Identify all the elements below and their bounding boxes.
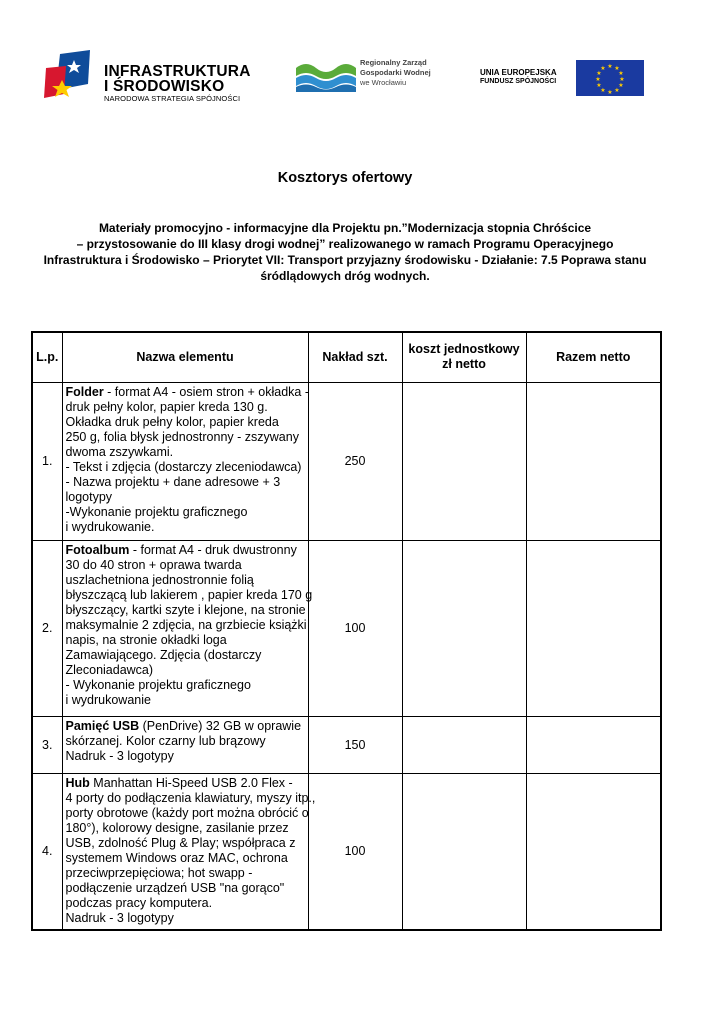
row-unit-cost — [402, 773, 526, 930]
row-name — [62, 540, 313, 716]
cost-table — [31, 331, 662, 931]
row-unit-cost — [402, 382, 526, 540]
row-name-line: 4 porty do podłączenia klawiatury, myszy itp., — [65, 790, 316, 805]
row-name-line: podczas pracy komputera. — [65, 895, 213, 910]
row-name-line: uszlachetniona jednostronnie folią — [65, 572, 254, 587]
table-row — [32, 716, 661, 773]
svg-text:★: ★ — [619, 76, 625, 83]
row-name-line: USB, zdolność Plug & Play; współpraca z — [65, 835, 296, 850]
svg-text:★: ★ — [600, 87, 606, 94]
logo-ue-line1: UNIA EUROPEJSKA — [480, 68, 557, 77]
row-name-title: Folder — [65, 384, 104, 399]
row-name-line: -Wykonanie projektu graficznego — [65, 504, 248, 519]
intro-text — [30, 220, 660, 284]
row-total — [526, 716, 661, 773]
header-unit-cost — [402, 332, 526, 382]
table-row — [32, 540, 661, 716]
row-name-line: - Tekst i zdjęcia (dostarczy zleceniodawca) — [65, 459, 302, 474]
header-logos — [0, 0, 724, 110]
row-total — [526, 773, 661, 930]
row-qty: 100 — [308, 773, 402, 930]
logo-rzgw-line2: Gospodarki Wodnej — [360, 68, 431, 77]
svg-text:★: ★ — [607, 63, 613, 70]
svg-text:★: ★ — [614, 65, 620, 72]
row-name-line: druk pełny kolor, papier kreda 130 g. — [65, 399, 268, 414]
logo-is-line1: INFRASTRUKTURA — [104, 63, 251, 80]
row-qty: 100 — [308, 540, 402, 716]
row-name — [62, 773, 316, 930]
row-name-line: błyszczący, kartki szyte i klejone, na stronie — [65, 602, 306, 617]
row-name-line: i wydrukowanie. — [65, 519, 155, 534]
row-name-line: porty obrotowe (każdy port można obrócić o — [65, 805, 309, 820]
row-name-line: logotypy — [65, 489, 113, 504]
row-name — [62, 716, 308, 773]
logo-is-line2: I ŚRODOWISKO — [104, 78, 225, 95]
row-name-line: napis, na stronie okładki loga — [65, 632, 227, 647]
table-header-row — [32, 332, 661, 382]
logo-infrastruktura — [44, 50, 269, 106]
logo-rzgw-line3: we Wrocławiu — [360, 78, 407, 87]
row-name-line: skórzanej. Kolor czarny lub brązowy — [65, 733, 266, 748]
logo-ue-line2: FUNDUSZ SPÓJNOŚCI — [480, 78, 557, 85]
row-name-line: Nadruk - 3 logotypy — [65, 910, 174, 925]
row-lp: 4. — [32, 773, 62, 930]
svg-text:★: ★ — [596, 70, 602, 77]
header-unit-cost-line2: zł netto — [442, 357, 486, 372]
row-name-line: Manhattan Hi-Speed USB 2.0 Flex - — [89, 775, 293, 790]
row-name-line: błyszczącą lub lakierem , papier kreda 170 g — [65, 587, 313, 602]
header-qty: Nakład szt. — [308, 332, 402, 382]
header-total: Razem netto — [526, 332, 661, 382]
svg-text:★: ★ — [607, 89, 613, 96]
row-name-line: - Nazwa projektu + dane adresowe + 3 — [65, 474, 281, 489]
row-name-line: dwoma zszywkami. — [65, 444, 174, 459]
row-name-line: (PenDrive) 32 GB w oprawie — [139, 718, 302, 733]
row-name — [62, 382, 308, 540]
row-unit-cost — [402, 540, 526, 716]
svg-text:★: ★ — [618, 70, 624, 77]
intro-line-3: Infrastruktura i Środowisko – Priorytet VII: Transport przyjazny środowisku - Działanie: 7.5 Poprawa stanu — [43, 253, 647, 267]
logo-rzgw — [294, 56, 464, 96]
row-name-line: i wydrukowanie — [65, 692, 151, 707]
flag-stars-icon — [44, 50, 94, 104]
header-unit-cost-line1: koszt jednostkowy — [408, 342, 520, 357]
svg-text:★: ★ — [596, 82, 602, 89]
row-name-line: Okładka druk pełny kolor, papier kreda — [65, 414, 279, 429]
row-name-line: przeciwprzepięciowa; hot swapp - — [65, 865, 253, 880]
row-total — [526, 382, 661, 540]
table-row — [32, 382, 661, 540]
row-name-title: Pamięć USB — [65, 718, 140, 733]
svg-text:★: ★ — [614, 87, 620, 94]
row-lp: 3. — [32, 716, 62, 773]
row-name-line: 250 g, folia błysk jednostronny - zszywany — [65, 429, 299, 444]
row-name-line: - format A4 - druk dwustronny — [129, 542, 297, 557]
svg-text:★: ★ — [595, 76, 601, 83]
header-lp: L.p. — [32, 332, 62, 382]
logo-rzgw-line1: Regionalny Zarząd — [360, 58, 427, 67]
intro-line-2: – przystosowanie do III klasy drogi wodnej” realizowanego w ramach Programu Operacyjnego — [76, 237, 614, 251]
row-name-line: - format A4 - osiem stron + okładka - — [103, 384, 309, 399]
row-qty: 150 — [308, 716, 402, 773]
row-name-title: Fotoalbum — [65, 542, 130, 557]
page-title: Kosztorys ofertowy — [277, 170, 413, 186]
row-name-line: podłączenie urządzeń USB "na gorąco" — [65, 880, 285, 895]
table-row — [32, 773, 661, 930]
row-name-title: Hub — [65, 775, 90, 790]
row-name-line: systemem Windows oraz MAC, ochrona — [65, 850, 288, 865]
eu-flag-icon — [576, 60, 644, 96]
row-name-line: Zleconiadawca) — [65, 662, 154, 677]
row-name-line: 180°), kolorowy designe, zasilanie przez — [65, 820, 289, 835]
header-name: Nazwa elementu — [62, 332, 308, 382]
row-lp: 1. — [32, 382, 62, 540]
row-total — [526, 540, 661, 716]
intro-line-1: Materiały promocyjno - informacyjne dla Projektu pn.”Modernizacja stopnia Chróścice — [98, 221, 592, 235]
logo-ue — [478, 60, 648, 98]
svg-text:★: ★ — [618, 82, 624, 89]
row-unit-cost — [402, 716, 526, 773]
svg-text:★: ★ — [600, 65, 606, 72]
row-name-line: Nadruk - 3 logotypy — [65, 748, 174, 763]
row-lp: 2. — [32, 540, 62, 716]
row-name-line: - Wykonanie projektu graficznego — [65, 677, 251, 692]
row-qty: 250 — [308, 382, 402, 540]
intro-line-4: śródlądowych dróg wodnych. — [260, 269, 430, 283]
row-name-line: maksymalnie 2 zdjęcia, na grzbiecie książki — [65, 617, 307, 632]
row-name-line: 30 do 40 stron + oprawa twarda — [65, 557, 242, 572]
row-name-line: Zamawiającego. Zdjęcia (dostarczy — [65, 647, 262, 662]
logo-is-line3: NARODOWA STRATEGIA SPÓJNOŚCI — [104, 94, 241, 103]
water-wave-icon — [294, 60, 356, 92]
